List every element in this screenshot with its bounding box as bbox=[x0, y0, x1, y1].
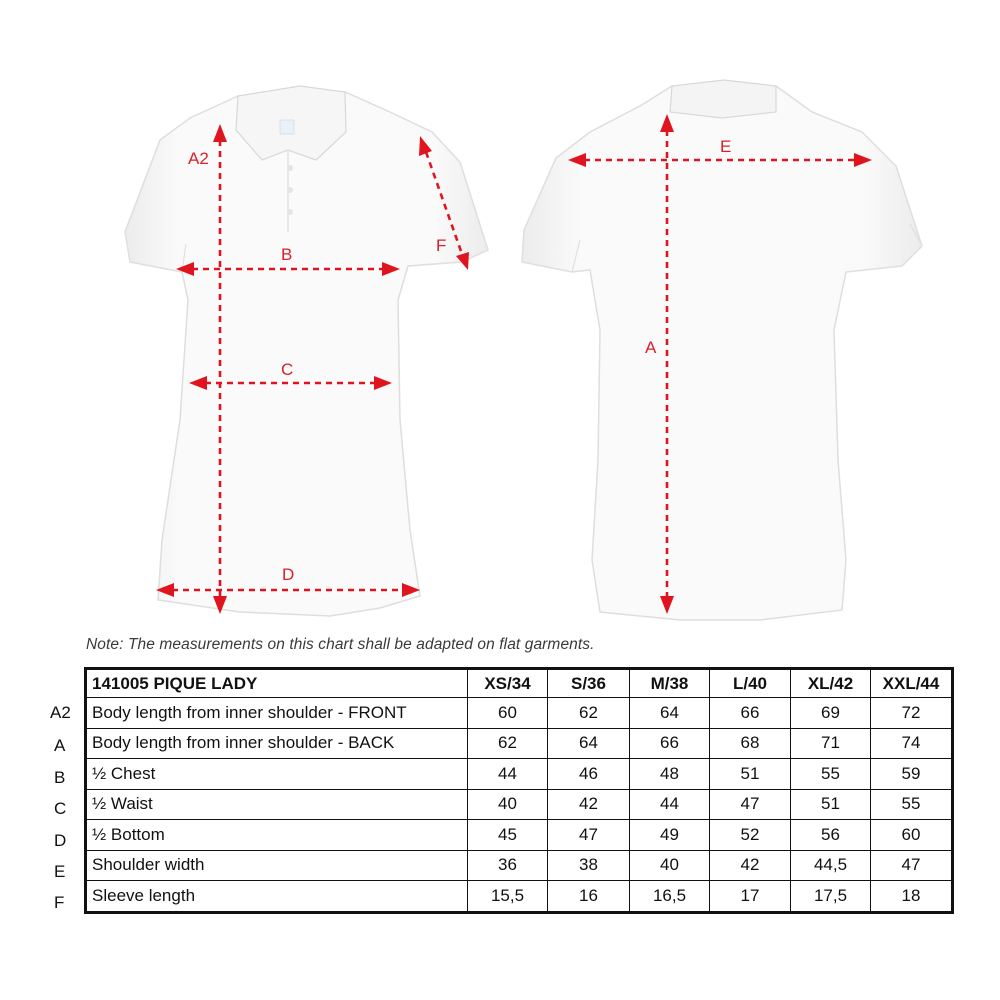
label-b: B bbox=[281, 245, 293, 264]
table-cell: 72 bbox=[871, 698, 953, 729]
table-cell: 46 bbox=[548, 759, 630, 790]
table-cell: 15,5 bbox=[468, 881, 548, 913]
row-label: Shoulder width bbox=[86, 850, 468, 881]
front-polo-illustration bbox=[125, 86, 488, 616]
table-cell: 66 bbox=[710, 698, 791, 729]
table-cell: 66 bbox=[630, 728, 710, 759]
table-cell: 52 bbox=[710, 820, 791, 851]
row-label: ½ Waist bbox=[86, 789, 468, 820]
row-label: ½ Bottom bbox=[86, 820, 468, 851]
label-d: D bbox=[282, 565, 295, 584]
table-row bbox=[86, 789, 953, 820]
size-header: L/40 bbox=[710, 669, 791, 698]
table-cell: 56 bbox=[791, 820, 871, 851]
row-key-f: F bbox=[54, 893, 65, 912]
table-row bbox=[86, 698, 953, 729]
size-header: XL/42 bbox=[791, 669, 871, 698]
table-cell: 51 bbox=[710, 759, 791, 790]
row-key-a2: A2 bbox=[50, 703, 71, 722]
table-cell: 16 bbox=[548, 881, 630, 913]
table-row bbox=[86, 759, 953, 790]
size-header: XS/34 bbox=[468, 669, 548, 698]
table-cell: 40 bbox=[630, 850, 710, 881]
label-a: A bbox=[645, 338, 657, 357]
row-key-b: B bbox=[54, 768, 66, 787]
table-cell: 47 bbox=[871, 850, 953, 881]
row-label: ½ Chest bbox=[86, 759, 468, 790]
table-cell: 62 bbox=[468, 728, 548, 759]
table-cell: 45 bbox=[468, 820, 548, 851]
label-f: F bbox=[436, 236, 447, 255]
size-header: XXL/44 bbox=[871, 669, 953, 698]
table-cell: 68 bbox=[710, 728, 791, 759]
table-cell: 62 bbox=[548, 698, 630, 729]
table-title: 141005 PIQUE LADY bbox=[86, 669, 468, 698]
size-header: M/38 bbox=[630, 669, 710, 698]
table-cell: 18 bbox=[871, 881, 953, 913]
table-cell: 74 bbox=[871, 728, 953, 759]
row-label: Body length from inner shoulder - BACK bbox=[86, 728, 468, 759]
row-label: Sleeve length bbox=[86, 881, 468, 913]
table-cell: 59 bbox=[871, 759, 953, 790]
table-cell: 55 bbox=[871, 789, 953, 820]
row-key-a: A bbox=[54, 736, 66, 755]
row-key-e: E bbox=[54, 862, 66, 881]
table-row bbox=[86, 881, 953, 913]
table-cell: 47 bbox=[548, 820, 630, 851]
table-cell: 42 bbox=[548, 789, 630, 820]
label-c: C bbox=[281, 360, 294, 379]
table-cell: 69 bbox=[791, 698, 871, 729]
table-cell: 64 bbox=[630, 698, 710, 729]
table-cell: 16,5 bbox=[630, 881, 710, 913]
table-cell: 40 bbox=[468, 789, 548, 820]
table-cell: 42 bbox=[710, 850, 791, 881]
size-header: S/36 bbox=[548, 669, 630, 698]
row-label: Body length from inner shoulder - FRONT bbox=[86, 698, 468, 729]
label-e: E bbox=[720, 137, 732, 156]
table-cell: 55 bbox=[791, 759, 871, 790]
table-cell: 60 bbox=[468, 698, 548, 729]
table-cell: 38 bbox=[548, 850, 630, 881]
table-cell: 44 bbox=[630, 789, 710, 820]
table-cell: 60 bbox=[871, 820, 953, 851]
table-row bbox=[86, 728, 953, 759]
table-cell: 44 bbox=[468, 759, 548, 790]
table-cell: 48 bbox=[630, 759, 710, 790]
table-cell: 44,5 bbox=[791, 850, 871, 881]
measurement-note: Note: The measurements on this chart shall be adapted on flat garments. bbox=[86, 636, 595, 653]
label-a2: A2 bbox=[188, 149, 209, 168]
table-cell: 51 bbox=[791, 789, 871, 820]
row-key-d: D bbox=[54, 831, 67, 850]
table-cell: 71 bbox=[791, 728, 871, 759]
table-cell: 36 bbox=[468, 850, 548, 881]
row-key-c: C bbox=[54, 799, 67, 818]
size-chart-table bbox=[84, 667, 954, 914]
table-row bbox=[86, 850, 953, 881]
table-cell: 49 bbox=[630, 820, 710, 851]
table-cell: 17,5 bbox=[791, 881, 871, 913]
table-cell: 47 bbox=[710, 789, 791, 820]
table-cell: 64 bbox=[548, 728, 630, 759]
table-row bbox=[86, 820, 953, 851]
table-cell: 17 bbox=[710, 881, 791, 913]
table-header-row bbox=[86, 669, 953, 698]
